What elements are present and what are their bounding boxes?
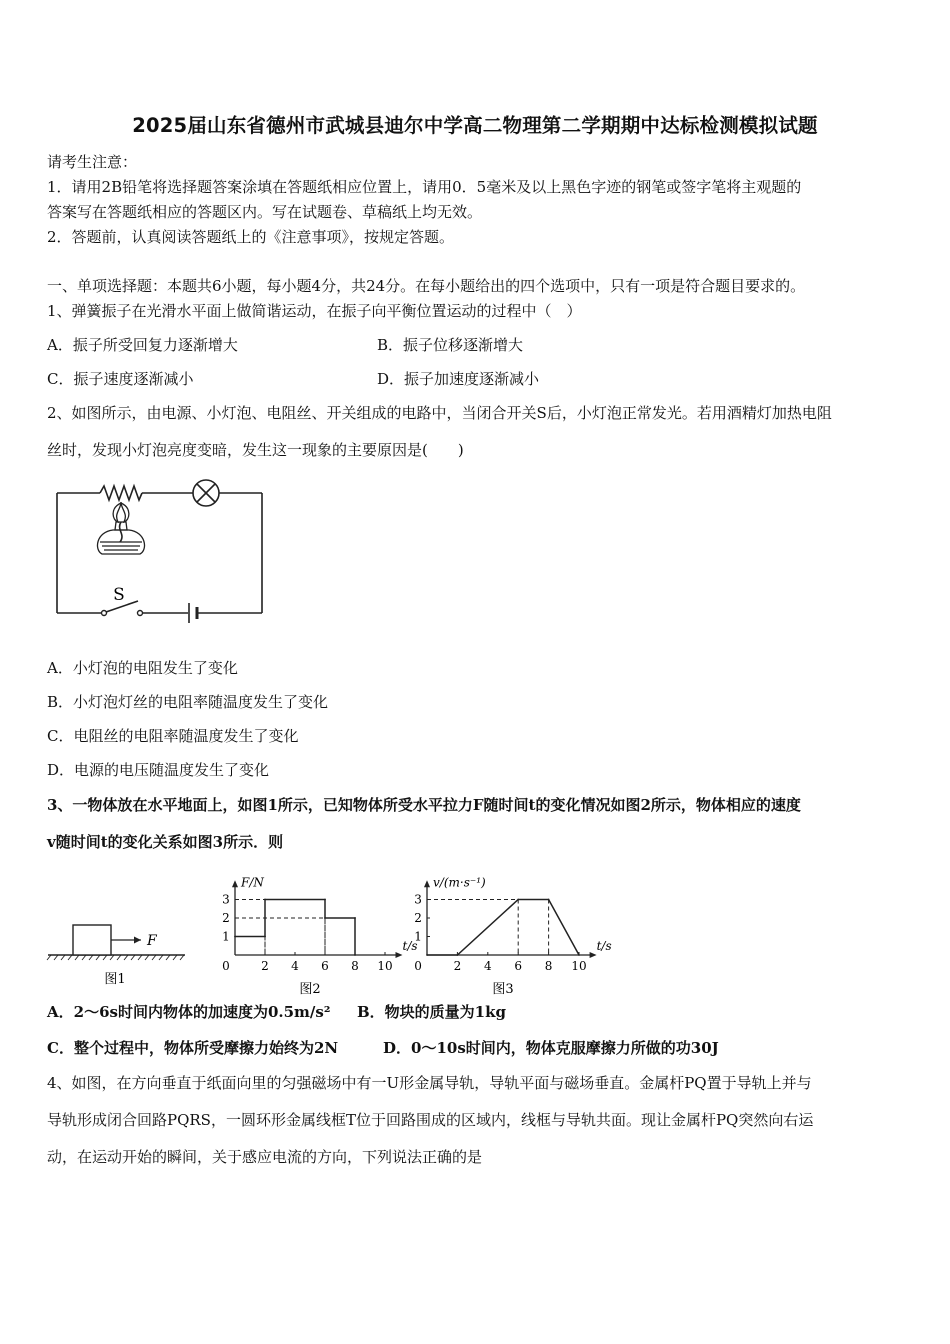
chart-2-x-tick-label: 4 [291,959,299,973]
page-title: 2025届山东省德州市武城县迪尔中学高二物理第二学期期中达标检测模拟试题 [132,114,818,137]
chart-2-x-tick-label: 6 [321,959,329,973]
chart-3-data-point [578,954,580,956]
chart-2-x-tick-label: 8 [351,959,359,973]
chart-3-x-tick-label: 2 [453,959,462,973]
section-heading: 一、单项选择题：本题共6小题，每小题4分，共24分。在每小题给出的四个选项中，只有一项是符合题目要求的。 [47,277,806,295]
notice-line-1: 1．请用2B铅笔将选择题答案涂填在答题纸相应位置上，请用0．5毫米及以上黑色字迹的钢笔或签字笔将主观题的 [47,178,802,196]
chart-3-x-tick-label: 0 [414,959,422,973]
q4-line-1: 4、如图，在方向垂直于纸面向里的匀强磁场中有一U形金属导轨，导轨平面与磁场垂直。金属杆PQ置于导轨上并与 [47,1074,812,1092]
q3-stem-1: 3、一物体放在水平地面上，如图1所示，已知物体所受水平拉力F随时间t的变化情况如图2所示，物体相应的速度 [47,796,801,814]
chart-3-data-point [426,954,428,956]
q2-option-a: A．小灯泡的电阻发生了变化 [47,659,238,677]
q3-option-b: B．物块的质量为1kg [357,1003,506,1021]
chart-3-data-point [457,954,459,956]
lamp-icon [193,480,219,506]
q2-stem-2: 丝时，发现小灯泡亮度变暗，发生这一现象的主要原因是( ) [47,441,464,459]
q2-stem-1: 2、如图所示，由电源、小灯泡、电阻丝、开关组成的电路中，当闭合开关S后，小灯泡正常发光。若用酒精灯加热电阻 [47,404,832,422]
chart-2-y-tick-label: 2 [222,911,230,925]
notice-heading: 请考生注意： [47,153,138,171]
chart-3-y-axis-label: v/(m·s⁻¹) [433,875,486,890]
q3-option-a: A．2～6s时间内物体的加速度为0.5m/s² [47,1003,331,1021]
chart-3-caption: 图3 [492,982,514,997]
q2-option-c: C．电阻丝的电阻率随温度发生了变化 [47,727,299,745]
chart-3-y-tick-label: 2 [414,911,422,925]
q1-option-d: D．振子加速度逐渐减小 [377,370,540,388]
chart-3-x-axis-arrow [590,952,597,958]
q3-stem-2: v随时间t的变化关系如图3所示．则 [47,833,284,851]
ground-hatch [47,955,184,960]
chart-2-x-tick-label: 0 [222,959,230,973]
notice-line-2: 2．答题前，认真阅读答题纸上的《注意事项》，按规定答题。 [47,228,455,246]
q3-option-c: C．整个过程中，物体所受摩擦力始终为2N [47,1039,339,1057]
chart-2-data-point [264,936,266,938]
q3-option-d: D．0～10s时间内，物体克服摩擦力所做的功30J [383,1039,719,1057]
notice-line-1b: 答案写在答题纸相应的答题区内。写在试题卷、草稿纸上均无效。 [47,203,483,221]
chart-3-data-point [548,899,550,901]
chart-2-y-axis-arrow [232,880,238,887]
chart-3-x-axis-label: t/s [596,939,612,953]
switch-contact-left [102,611,107,616]
chart-3-x-tick-label: 6 [514,959,523,973]
q1-option-b: B．振子位移逐渐增大 [377,336,524,354]
chart-3-x-tick-label: 8 [544,959,553,973]
figure-1-caption: 图1 [104,972,126,987]
force-label: F [147,933,157,949]
chart-2-y-tick-label: 1 [222,929,230,944]
chart-3-y-tick-label: 3 [414,892,422,907]
chart-3-y-axis-arrow [424,880,430,887]
chart-3-x-tick-label: 4 [483,959,492,973]
chart-2-caption: 图2 [299,982,321,997]
q4-line-2: 导轨形成闭合回路PQRS，一圆环形金属线框T位于回路围成的区域内，线框与导轨共面。现让金属杆PQ突然向右运 [47,1111,814,1129]
circuit-diagram [50,470,275,625]
chart-2-y-tick-label: 3 [222,892,230,907]
q1-option-a: A．振子所受回复力逐渐增大 [47,336,238,354]
chart-2-data-point [354,954,356,956]
chart-2-data-point [324,899,326,901]
chart-2-data-point [264,899,266,901]
chart-2-data-point [234,936,236,938]
q1-stem: 1、弹簧振子在光滑水平面上做简谐运动，在振子向平衡位置运动的过程中（ ） [47,302,582,320]
figure-2-force-chart [205,860,418,997]
block [73,925,111,955]
q2-option-d: D．电源的电压随温度发生了变化 [47,761,270,779]
alcohol-lamp-icon [97,503,144,554]
switch-contact-right [138,611,143,616]
chart-2-series-line [235,900,355,956]
chart-3-series-line [427,900,579,956]
q2-option-b: B．小灯泡灯丝的电阻率随温度发生了变化 [47,693,329,711]
chart-2-x-axis-arrow [396,952,403,958]
chart-3-x-tick-label: 10 [571,959,587,973]
chart-3-data-point [517,899,519,901]
chart-2-data-point [324,917,326,919]
chart-2-y-axis-label: F/N [241,875,264,890]
chart-2-x-tick-label: 2 [261,959,269,973]
force-arrow-head [134,937,141,944]
figure-1-block [45,915,190,990]
chart-2-data-point [354,917,356,919]
chart-3-y-tick-label: 1 [414,929,422,944]
q4-line-3: 动，在运动开始的瞬间，关于感应电流的方向，下列说法正确的是 [47,1148,483,1166]
q1-option-c: C．振子速度逐渐减小 [47,370,194,388]
chart-2-x-axis-label: t/s [402,939,418,953]
chart-2-x-tick-label: 10 [377,959,393,973]
figure-3-velocity-chart [414,860,615,997]
switch-label: S [113,585,125,605]
resistance-wire [100,486,142,500]
